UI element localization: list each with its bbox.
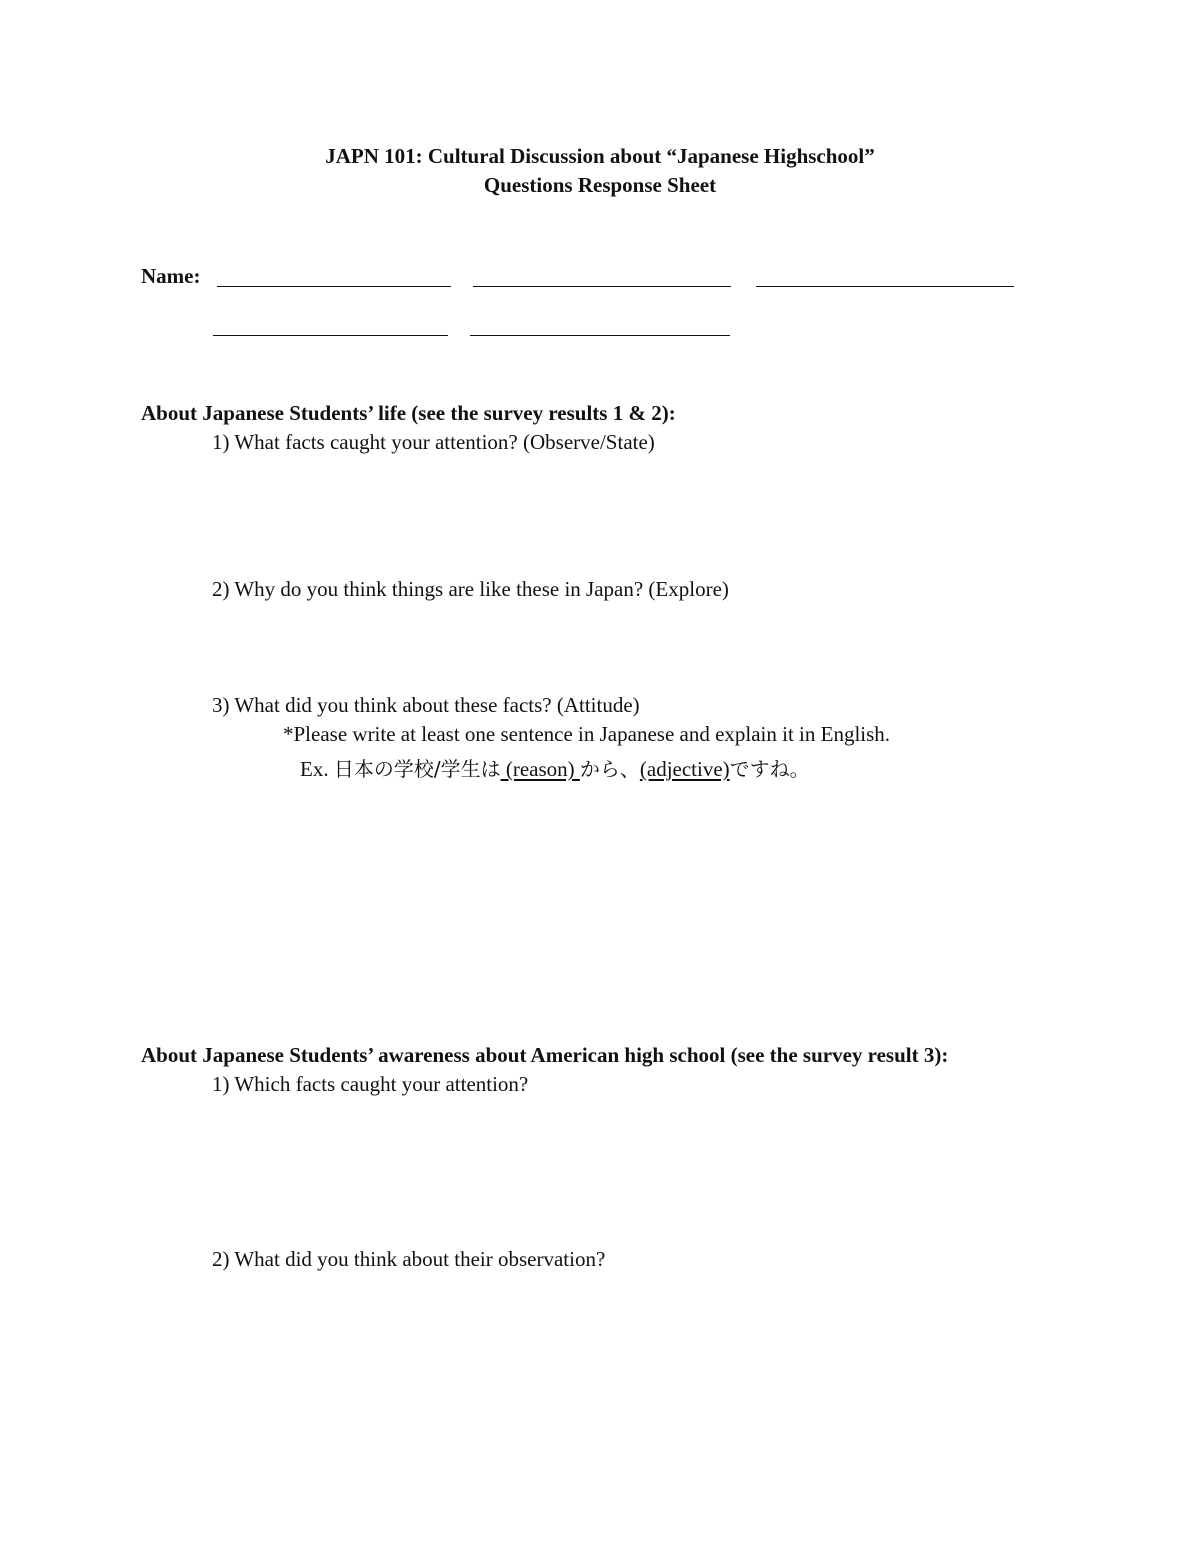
question-2-observation: 2) What did you think about their observation? <box>212 1247 606 1271</box>
name-blank-5[interactable] <box>470 335 730 336</box>
example-adjective-blank: (adjective) <box>639 757 730 781</box>
question-1-which-facts: 1) Which facts caught your attention? <box>212 1072 529 1096</box>
title-line-1: JAPN 101: Cultural Discussion about “Japanese Highschool” <box>325 144 875 168</box>
title-line-2: Questions Response Sheet <box>483 173 717 197</box>
document-title <box>0 142 1200 200</box>
japanese-sentence-instruction: *Please write at least one sentence in Japanese and explain it in English. <box>283 722 891 746</box>
name-label: Name: <box>141 264 201 288</box>
question-2-why: 2) Why do you think things are like these in Japan? (Explore) <box>212 577 729 601</box>
example-ending: ですね。 <box>729 757 810 781</box>
name-blank-1[interactable] <box>217 286 451 287</box>
section-heading-awareness: About Japanese Students’ awareness about American high school (see the survey result 3): <box>141 1043 949 1067</box>
section-heading-students-life: About Japanese Students’ life (see the survey results 1 & 2): <box>141 401 676 425</box>
question-1-facts: 1) What facts caught your attention? (Observe/State) <box>212 430 655 454</box>
example-prefix: Ex. <box>300 757 334 781</box>
example-kara: から、 <box>579 757 640 781</box>
name-blank-4[interactable] <box>213 335 448 336</box>
example-sentence <box>300 754 810 784</box>
question-3-attitude: 3) What did you think about these facts? (Attitude) <box>212 693 640 717</box>
name-blank-3[interactable] <box>756 286 1014 287</box>
example-reason-blank: (reason) <box>500 757 580 781</box>
name-blank-2[interactable] <box>473 286 731 287</box>
example-subject: 日本の学校/学生は <box>333 757 501 781</box>
